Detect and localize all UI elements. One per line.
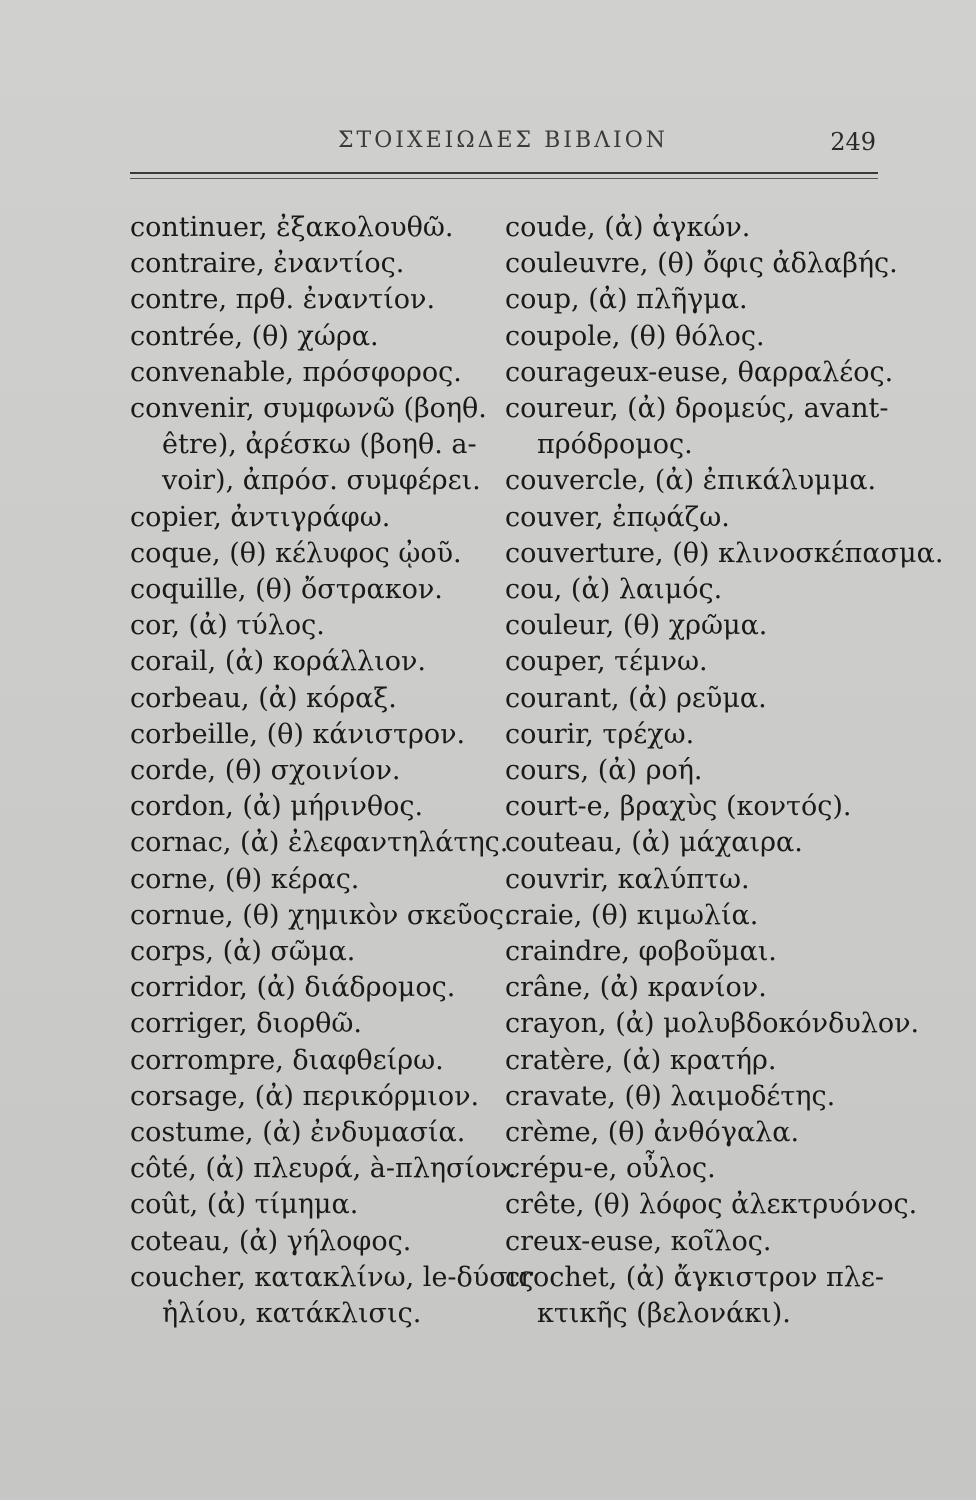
- left-column: [130, 210, 534, 1332]
- dictionary-entry: [505, 934, 905, 970]
- entry-line: couleuvre, (θ) ὄφις ἀδλαβής.: [505, 248, 898, 280]
- dictionary-entry: [130, 753, 510, 789]
- entry-continuation: voir), ἀπρόσ. συμφέρει.: [162, 465, 481, 497]
- entry-line: couver, ἐπῳάζω.: [505, 501, 730, 533]
- header-rule-thin: [130, 178, 878, 179]
- dictionary-entry: [130, 1187, 510, 1223]
- entry-line: couleur, (θ) χρῶμα.: [505, 610, 768, 642]
- entry-line: coup, (ἀ) πλῆγμα.: [505, 284, 748, 316]
- dictionary-entry: [505, 500, 905, 536]
- entry-line: couper, τέμνω.: [505, 646, 708, 678]
- entry-line: corridor, (ἀ) διάδρομος.: [130, 972, 456, 1004]
- entry-line: corbeau, (ἀ) κόραξ.: [130, 682, 397, 714]
- entry-line: craie, (θ) κιμωλία.: [505, 899, 759, 931]
- dictionary-entry: [505, 391, 905, 463]
- dictionary-entry: [505, 536, 944, 572]
- entry-line: cou, (ἀ) λαιμός.: [505, 574, 723, 606]
- entry-continuation: être), ἀρέσκω (βοηθ. a-: [162, 429, 477, 461]
- entry-line: crépu-e, οὖλος.: [505, 1153, 716, 1185]
- dictionary-entry: [505, 1260, 905, 1332]
- dictionary-entry: [130, 1151, 517, 1187]
- dictionary-entry: [130, 1115, 510, 1151]
- dictionary-entry: [130, 1006, 510, 1042]
- dictionary-entry: [505, 681, 905, 717]
- dictionary-entry: [505, 1224, 905, 1260]
- dictionary-entry: [505, 355, 905, 391]
- entry-line: corps, (ἀ) σῶμα.: [130, 936, 356, 968]
- entry-line: coquille, (θ) ὄστρακον.: [130, 574, 443, 606]
- entry-line: convenir, συμφωνῶ (βοηθ.: [130, 393, 487, 425]
- page-number: 249: [830, 128, 876, 156]
- dictionary-entry: [130, 391, 510, 500]
- header-rule: [130, 172, 878, 174]
- dictionary-entry: [505, 717, 905, 753]
- entry-line: coude, (ἀ) ἀγκών.: [505, 212, 751, 243]
- dictionary-entry: [505, 1043, 905, 1079]
- entry-line: cours, (ἀ) ροή.: [505, 755, 703, 787]
- entry-line: couvrir, καλύπτω.: [505, 863, 750, 895]
- entry-line: corriger, διορθῶ.: [130, 1008, 363, 1040]
- dictionary-entry: [505, 862, 905, 898]
- entry-line: cor, (ἀ) τύλος.: [130, 610, 325, 642]
- entry-line: contre, πρθ. ἐναντίον.: [130, 284, 436, 316]
- dictionary-entry: [130, 1260, 534, 1332]
- dictionary-entry: [130, 500, 510, 536]
- entry-line: copier, ἀντιγράφω.: [130, 501, 391, 533]
- dictionary-entry: [505, 1006, 920, 1042]
- entry-line: crâne, (ἀ) κρανίον.: [505, 972, 767, 1004]
- entry-line: corrompre, διαφθείρω.: [130, 1044, 444, 1076]
- dictionary-entry: [130, 970, 510, 1006]
- dictionary-entry: [130, 210, 510, 246]
- entry-line: contraire, ἐναντίος.: [130, 248, 405, 280]
- entry-line: coût, (ἀ) τίμημα.: [130, 1189, 359, 1221]
- dictionary-entry: [505, 1151, 905, 1187]
- dictionary-entry: [505, 825, 905, 861]
- entry-line: cornac, (ἀ) ἐλεφαντηλάτης.: [130, 827, 509, 859]
- dictionary-entry: [505, 970, 905, 1006]
- dictionary-entry: [130, 717, 510, 753]
- entry-line: convenable, πρόσφορος.: [130, 356, 462, 388]
- dictionary-entry: [505, 1115, 905, 1151]
- dictionary-entry: [130, 644, 510, 680]
- entry-line: courant, (ἀ) ρεῦμα.: [505, 682, 767, 714]
- entry-line: corail, (ἀ) κοράλλιον.: [130, 646, 426, 678]
- dictionary-entry: [130, 681, 510, 717]
- dictionary-entry: [505, 1187, 918, 1223]
- entry-line: crochet, (ἀ) ἄγκιστρον πλε-: [505, 1261, 884, 1293]
- dictionary-entry: [505, 282, 905, 318]
- dictionary-entry: [130, 282, 510, 318]
- dictionary-entry: [130, 1224, 510, 1260]
- dictionary-entry: [130, 536, 510, 572]
- entry-line: coteau, (ἀ) γήλοφος.: [130, 1225, 412, 1257]
- entry-continuation: πρόδρομος.: [537, 429, 693, 461]
- running-head: [0, 128, 976, 164]
- entry-line: contrée, (θ) χώρα.: [130, 320, 379, 352]
- entry-line: crème, (θ) ἀνθόγαλα.: [505, 1117, 800, 1149]
- entry-line: costume, (ἀ) ἐνδυμασία.: [130, 1117, 466, 1149]
- entry-line: creux-euse, κοῖλος.: [505, 1225, 772, 1257]
- entry-line: courageux-euse, θαρραλέος.: [505, 356, 894, 388]
- entry-line: court-e, βραχὺς (κοντός).: [505, 791, 852, 823]
- entry-continuation: κτικῆς (βελονάκι).: [537, 1298, 791, 1330]
- entry-line: couvercle, (ἀ) ἐπικάλυμμα.: [505, 465, 877, 497]
- dictionary-entry: [130, 319, 510, 355]
- dictionary-entry: [505, 1079, 905, 1115]
- dictionary-entry: [130, 246, 510, 282]
- dictionary-entry: [130, 1043, 510, 1079]
- dictionary-entry: [130, 789, 510, 825]
- dictionary-entry: [130, 355, 510, 391]
- dictionary-entry: [505, 608, 905, 644]
- dictionary-entry: [505, 898, 905, 934]
- entry-line: continuer, ἐξακολουθῶ.: [130, 212, 454, 243]
- entry-line: corsage, (ἀ) περικόρμιον.: [130, 1080, 480, 1112]
- entry-line: coucher, κατακλίνω, le-δύσις: [130, 1261, 534, 1293]
- dictionary-entry: [130, 572, 510, 608]
- entry-line: cravate, (θ) λαιμοδέτης.: [505, 1080, 836, 1112]
- dictionary-entry: [130, 608, 510, 644]
- dictionary-entry: [505, 572, 905, 608]
- entry-line: cordon, (ἀ) μήρινθος.: [130, 791, 424, 823]
- dictionary-entry: [130, 862, 510, 898]
- dictionary-entry: [505, 246, 905, 282]
- dictionary-entry: [505, 319, 905, 355]
- dictionary-entry: [505, 644, 905, 680]
- entry-line: crête, (θ) λόφος ἀλεκτρυόνος.: [505, 1189, 918, 1221]
- entry-line: courir, τρέχω.: [505, 718, 695, 750]
- entry-line: coque, (θ) κέλυφος ᾠοῦ.: [130, 537, 462, 569]
- entry-line: cornue, (θ) χημικὸν σκεῦος.: [130, 899, 513, 931]
- entry-line: crayon, (ἀ) μολυβδοκόνδυλον.: [505, 1008, 920, 1040]
- entry-line: corde, (θ) σχοινίον.: [130, 755, 401, 787]
- dictionary-entry: [505, 463, 905, 499]
- entry-line: cratère, (ἀ) κρατήρ.: [505, 1044, 777, 1076]
- entry-line: couteau, (ἀ) μάχαιρα.: [505, 827, 803, 859]
- entry-continuation: ἡλίου, κατάκλισις.: [162, 1298, 422, 1330]
- entry-line: coureur, (ἀ) δρομεύς, avant-: [505, 393, 889, 425]
- running-title: ΣΤΟΙΧΕΙΩΔΕΣ ΒΙΒΛΙΟΝ: [338, 128, 668, 153]
- entry-line: coupole, (θ) θόλος.: [505, 320, 765, 352]
- entry-line: corbeille, (θ) κάνιστρον.: [130, 718, 466, 750]
- entry-line: corne, (θ) κέρας.: [130, 863, 360, 895]
- entry-line: craindre, φοβοῦμαι.: [505, 936, 777, 968]
- entry-line: côté, (ἀ) πλευρά, à-πλησίον.: [130, 1153, 517, 1185]
- dictionary-entry: [505, 210, 905, 246]
- right-column: [505, 210, 944, 1332]
- dictionary-entry: [130, 1079, 510, 1115]
- dictionary-entry: [130, 898, 513, 934]
- dictionary-entry: [130, 934, 510, 970]
- entry-line: couverture, (θ) κλινοσκέπασμα.: [505, 537, 944, 569]
- dictionary-entry: [505, 753, 905, 789]
- dictionary-entry: [130, 825, 510, 861]
- dictionary-entry: [505, 789, 905, 825]
